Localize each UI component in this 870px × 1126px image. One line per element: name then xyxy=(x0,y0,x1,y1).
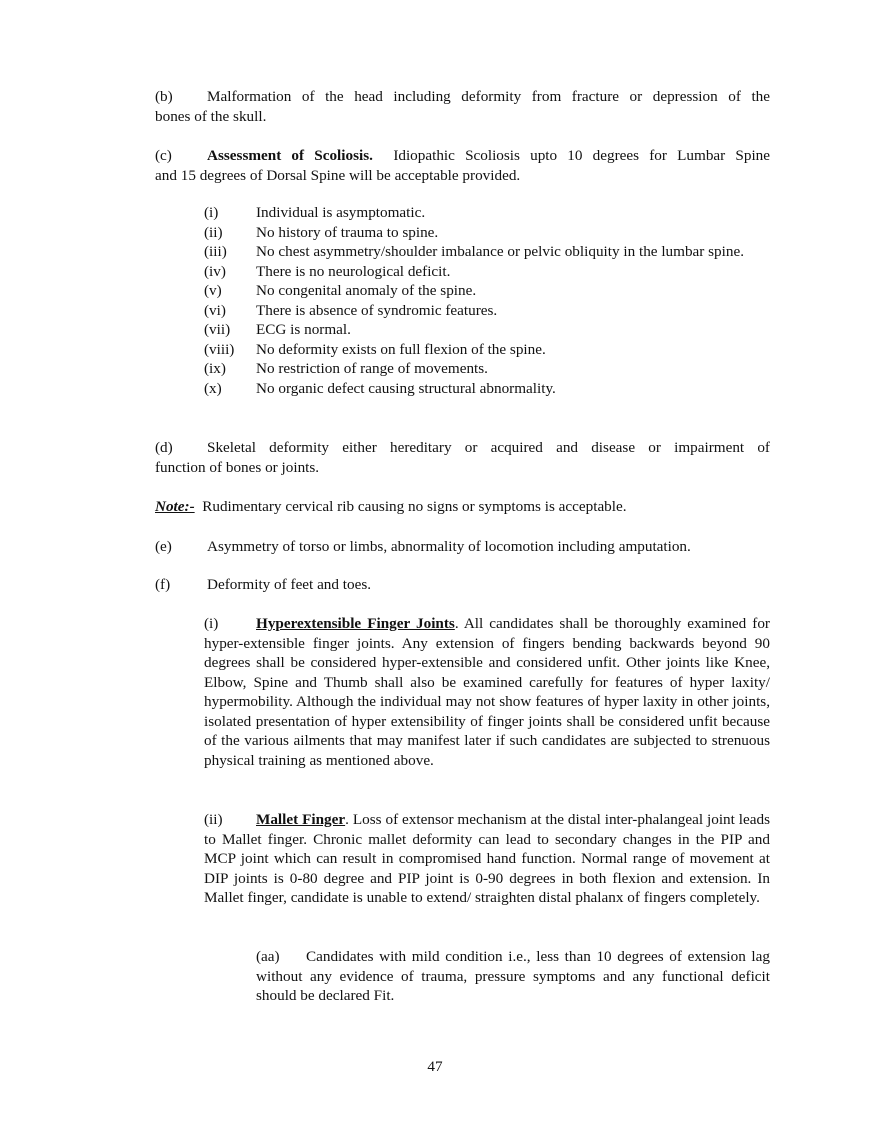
condition-text: There is absence of syndromic features. xyxy=(256,301,498,319)
note-label: Note:- xyxy=(155,498,195,515)
sub-i-text: . All candidates shall be thoroughly examined for hyper-extensible finger joints. Any extension of fingers bending backwards beyond 90 degrees shall be considered hyper-extensible and considered unfit. Other joints like Knee, Elbow, Spine and Thumb shall also be examined carefully for features of hyper laxity/ hypermobility. Although the individual may not show features of hyper laxity in other joints, isolated presentation of hyper extensibility of finger joints shall be considered unfit because of the various ailments that may manifest later if such candidates are subjected to strenuous physical training as mentioned above. xyxy=(204,615,770,769)
para-e xyxy=(155,537,770,557)
condition-text: ECG is normal. xyxy=(256,321,351,338)
condition-number: (viii) xyxy=(204,340,235,358)
note-text: Rudimentary cervical rib causing no signs or symptoms is acceptable. xyxy=(202,498,627,515)
para-b-first-line xyxy=(155,87,770,107)
para-e-label: (e) xyxy=(155,538,172,555)
scoliosis-condition-item xyxy=(204,301,770,321)
condition-text: No congenital anomaly of the spine. xyxy=(256,282,477,299)
condition-number: (vii) xyxy=(204,321,231,338)
condition-text: No organic defect causing structural abnormality. xyxy=(256,379,556,397)
note-paragraph xyxy=(155,497,770,517)
scoliosis-condition-item xyxy=(204,262,770,282)
scoliosis-condition-item xyxy=(204,223,770,243)
para-b xyxy=(155,87,770,126)
sub-ii-text: . Loss of extensor mechanism at the distal inter-phalangeal joint leads to Mallet finger. Chronic mallet deformity can lead to secondary changes in the PIP and MCP joint which can result in compromised hand function. Normal range of movement at DIP joints is 0-80 degree and PIP joint is 0-90 degrees in both flexion and extension. In Mallet finger, candidate is unable to extend/ straighten distal phalanx of fingers completely. xyxy=(204,811,771,906)
condition-text: No history of trauma to spine. xyxy=(256,223,439,241)
condition-number: (ix) xyxy=(204,360,226,377)
scoliosis-condition-item xyxy=(204,281,770,301)
para-c-line1: Idiopathic Scoliosis upto 10 degrees for Lumbar Spine xyxy=(393,147,770,164)
para-c xyxy=(155,146,770,185)
condition-text: No restriction of range of movements. xyxy=(256,360,488,377)
para-b-line1: Malformation of the head including deformity from fracture or depression of the xyxy=(207,88,770,105)
sub-aa-text: Candidates with mild condition i.e., less than 10 degrees of extension lag without any evidence of trauma, pressure symptoms and any functional deficit should be declared Fit. xyxy=(256,948,770,1004)
para-d-rest: function of bones or joints. xyxy=(155,458,320,476)
para-f xyxy=(155,575,770,595)
sub-aa-label: (aa) xyxy=(256,948,280,965)
para-b-rest: bones of the skull. xyxy=(155,107,267,125)
condition-number: (ii) xyxy=(204,223,223,241)
condition-text: No deformity exists on full flexion of the spine. xyxy=(256,340,546,358)
sub-ii-heading: Mallet Finger xyxy=(256,811,346,828)
para-d-label: (d) xyxy=(155,439,173,456)
para-d-line1: Skeletal deformity either hereditary or acquired and disease or impairment of xyxy=(207,439,770,456)
para-c-heading: Assessment of Scoliosis. xyxy=(207,147,373,164)
sub-i-label: (i) xyxy=(204,615,219,632)
para-f-text: Deformity of feet and toes. xyxy=(207,576,372,593)
para-b-label: (b) xyxy=(155,88,173,105)
condition-text: No chest asymmetry/shoulder imbalance or pelvic obliquity in the lumbar spine. xyxy=(256,243,744,260)
condition-number: (iii) xyxy=(204,243,227,260)
condition-number: (v) xyxy=(204,282,222,299)
scoliosis-condition-item xyxy=(204,340,770,360)
para-d-first-line xyxy=(155,438,770,458)
sub-ii-label: (ii) xyxy=(204,811,223,828)
scoliosis-condition-item xyxy=(204,379,770,399)
condition-text: Individual is asymptomatic. xyxy=(256,204,426,221)
para-c-label: (c) xyxy=(155,147,172,164)
page-number: 47 xyxy=(427,1058,443,1075)
condition-number: (x) xyxy=(204,379,222,397)
para-d xyxy=(155,438,770,477)
scoliosis-condition-item xyxy=(204,242,770,262)
condition-number: (i) xyxy=(204,204,219,221)
sub-para-hyperextensible xyxy=(204,614,770,770)
condition-text: There is no neurological deficit. xyxy=(256,262,451,280)
condition-number: (iv) xyxy=(204,262,226,280)
scoliosis-conditions-list xyxy=(204,203,770,398)
condition-number: (vi) xyxy=(204,301,226,319)
scoliosis-condition-item xyxy=(204,203,770,223)
para-c-first-line xyxy=(155,146,770,166)
sub-i-heading: Hyperextensible Finger Joints xyxy=(256,615,455,632)
scoliosis-condition-item xyxy=(204,359,770,379)
sub-para-mallet-finger xyxy=(204,810,770,908)
para-c-rest: and 15 degrees of Dorsal Spine will be acceptable provided. xyxy=(155,166,521,184)
para-f-label: (f) xyxy=(155,576,171,593)
scoliosis-condition-item xyxy=(204,320,770,340)
para-e-text: Asymmetry of torso or limbs, abnormality of locomotion including amputation. xyxy=(207,538,691,555)
sub-sub-para-aa xyxy=(256,947,770,1006)
